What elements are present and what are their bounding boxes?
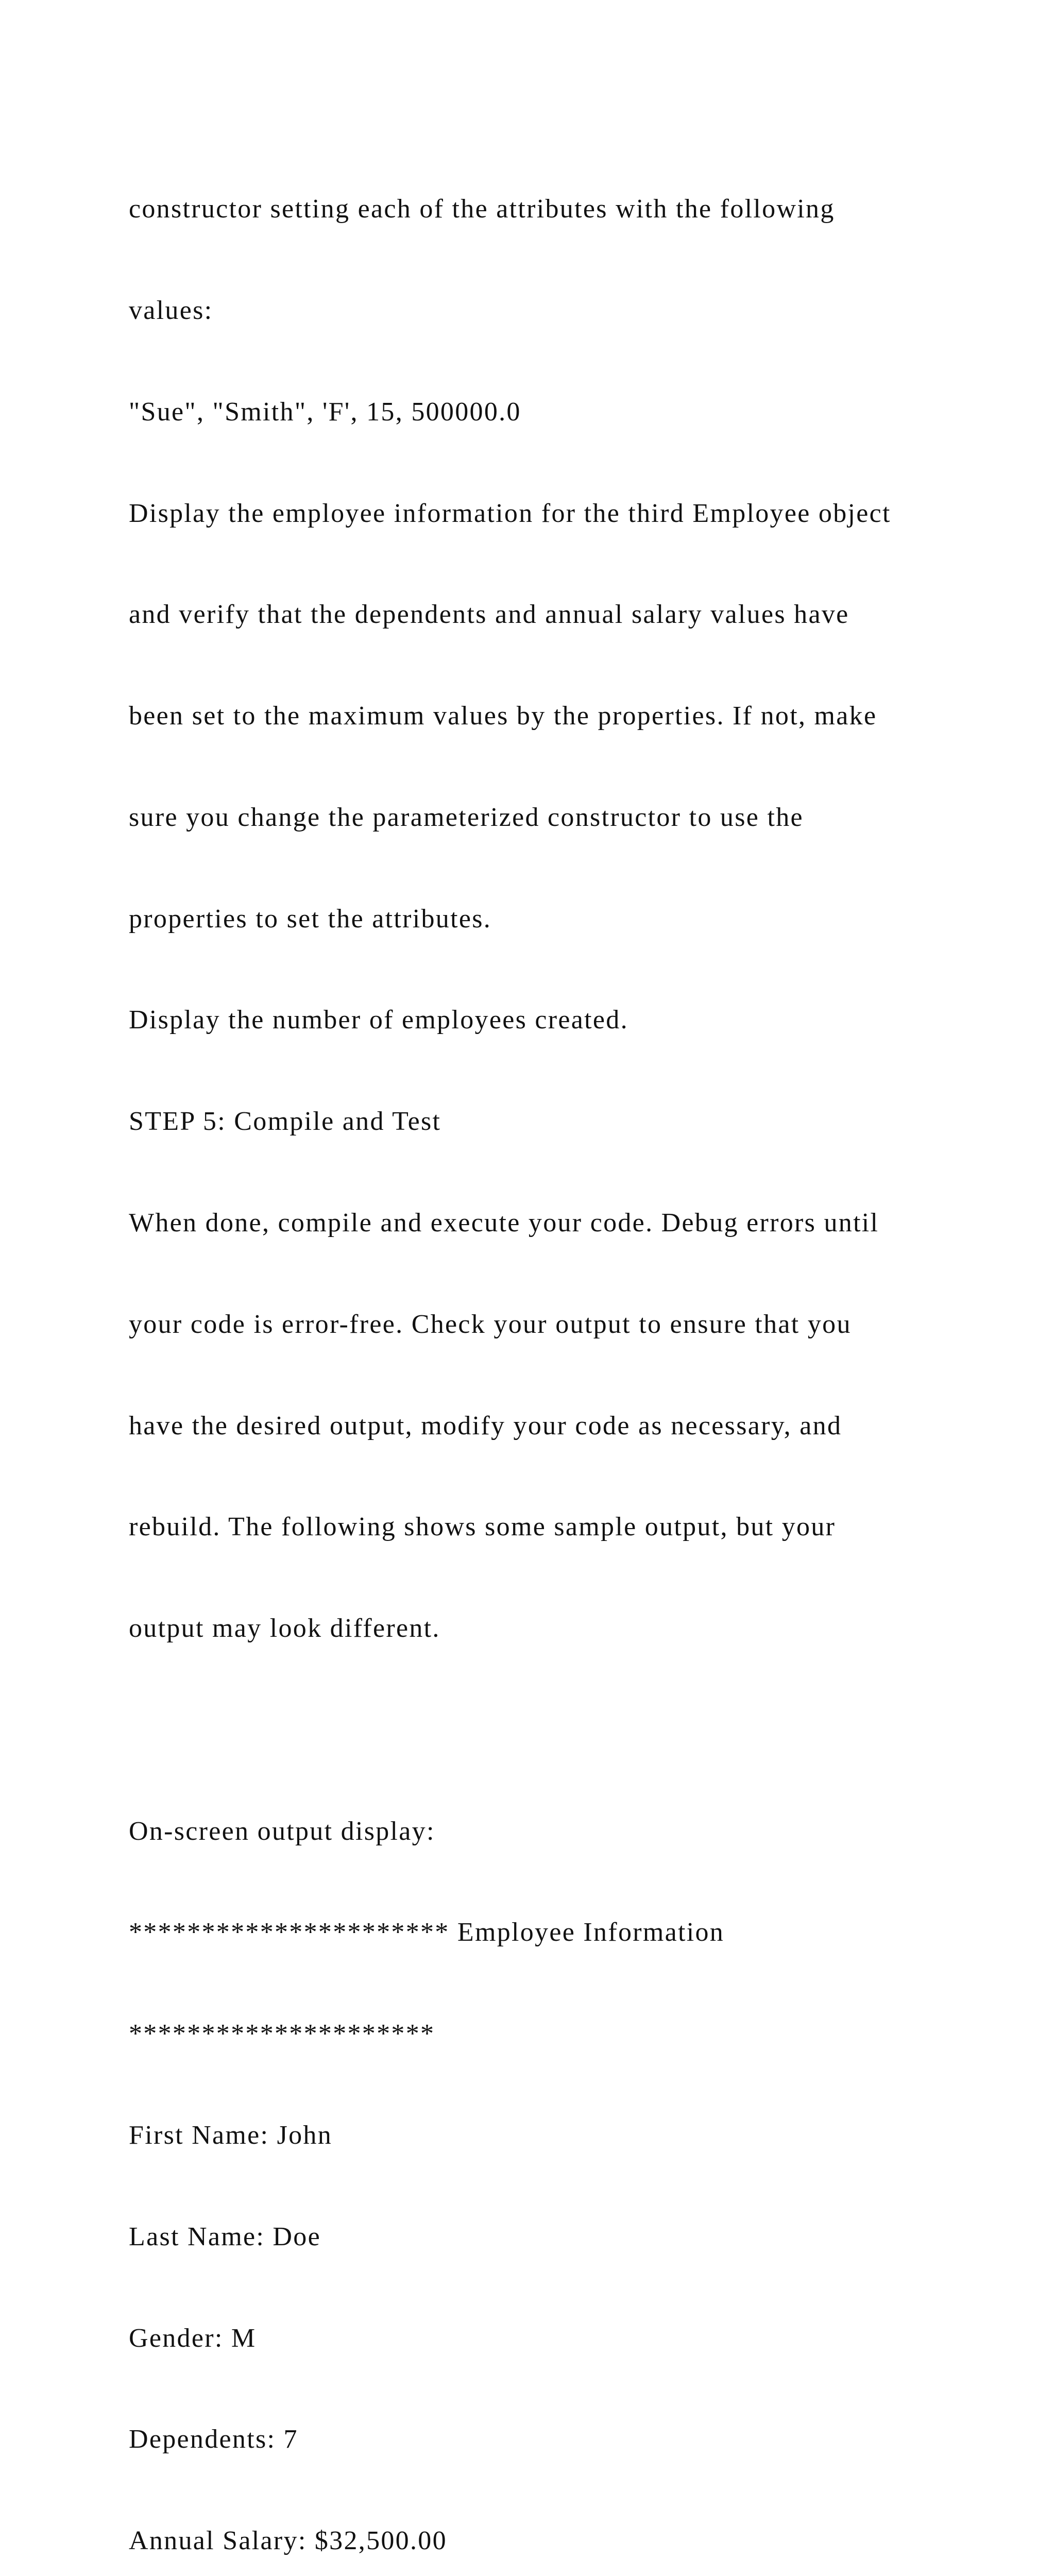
text-line: properties to set the attributes. [129, 904, 492, 934]
output-line: Last Name: Doe [129, 2222, 321, 2251]
text-line: values: [129, 295, 213, 325]
text-line: have the desired output, modify your code as necessary, and [129, 1411, 842, 1440]
output-line: First Name: John [129, 2121, 333, 2150]
text-line: been set to the maximum values by the properties. If not, make [129, 701, 877, 731]
text-line: sure you change the parameterized constructor to use the [129, 802, 804, 832]
step-heading: STEP 5: Compile and Test [129, 1107, 441, 1137]
output-line: ********************* [129, 2019, 435, 2049]
output-line: ********************** Employee Information [129, 1918, 725, 1947]
text-line: rebuild. The following shows some sample output, but your [129, 1512, 836, 1542]
document-body [129, 125, 1005, 2576]
text-line: constructor setting each of the attributes with the following [129, 194, 835, 224]
output-heading: On-screen output display: [129, 1816, 435, 1846]
text-line: When done, compile and execute your code. Debug errors until [129, 1208, 879, 1238]
text-line: your code is error-free. Check your output to ensure that you [129, 1309, 852, 1339]
output-line: Gender: M [129, 2323, 257, 2353]
text-line: and verify that the dependents and annual salary values have [129, 600, 849, 630]
text-line: "Sue", "Smith", 'F', 15, 500000.0 [129, 397, 521, 427]
text-line: Display the number of employees created. [129, 1005, 628, 1035]
text-line: output may look different. [129, 1614, 440, 1643]
blank-line [129, 1713, 1005, 1747]
text-line: Display the employee information for the third Employee object [129, 498, 891, 528]
output-line: Annual Salary: $32,500.00 [129, 2526, 447, 2556]
output-line: Dependents: 7 [129, 2425, 298, 2454]
